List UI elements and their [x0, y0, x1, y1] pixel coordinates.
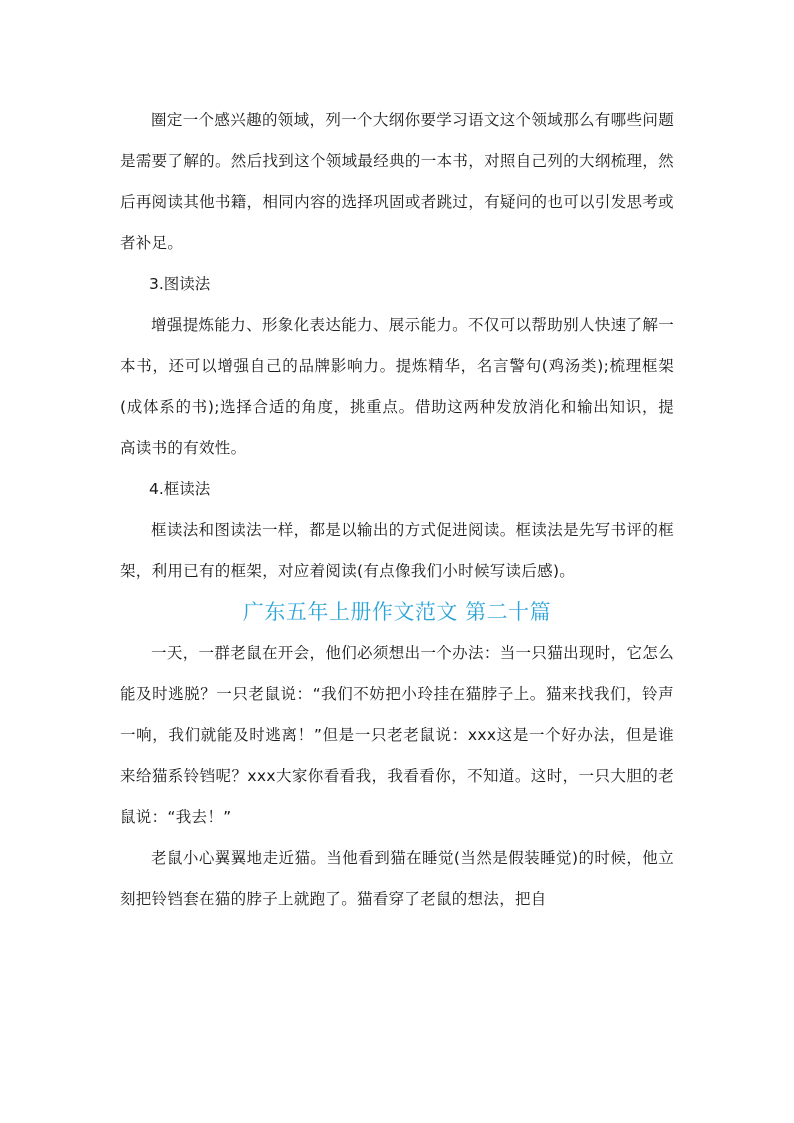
essay-paragraph: 一天，一群老鼠在开会，他们必须想出一个办法：当一只猫出现时，它怎么能及时逃脱？一只老鼠说：“我们不妨把小玲挂在猫脖子上。猫来找我们，铃声一响，我们就能及时逃离！”但是一只老老鼠说：xxx这是一个好办法，但是谁来给猫系铃铛呢？xxx大家你看看我，我看看你，不知道。这时，一只大胆的老鼠说：“我去！” [120, 644, 674, 826]
section-title: 广东五年上册作文范文 第二十篇 [242, 600, 552, 624]
essay-paragraph: 老鼠小心翼翼地走近猫。当他看到猫在睡觉(当然是假装睡觉)的时候，他立刻把铃铛套在猫的脖子上就跑了。猫看穿了老鼠的想法，把自 [120, 849, 674, 908]
paragraph-frame-reading: 框读法和图读法一样，都是以输出的方式促进阅读。框读法是先写书评的框架，利用已有的框架，对应着阅读(有点像我们小时候写读后感)。 [120, 521, 674, 580]
document-body [120, 100, 674, 920]
item-heading-map-reading: 3.图读法 [149, 275, 211, 293]
paragraph-reading-outline: 圈定一个感兴趣的领域，列一个大纲你要学习语文这个领域那么有哪些问题是需要了解的。然后找到这个领域最经典的一本书，对照自己列的大纲梳理，然后再阅读其他书籍，相同内容的选择巩固或者跳过，有疑问的也可以引发思考或者补足。 [120, 111, 674, 252]
item-heading-frame-reading: 4.框读法 [149, 480, 211, 498]
paragraph-map-reading: 增强提炼能力、形象化表达能力、展示能力。不仅可以帮助别人快速了解一本书，还可以增强自己的品牌影响力。提炼精华，名言警句(鸡汤类);梳理框架(成体系的书);选择合适的角度，挑重点。借助这两种发放消化和输出知识，提高读书的有效性。 [120, 316, 674, 457]
